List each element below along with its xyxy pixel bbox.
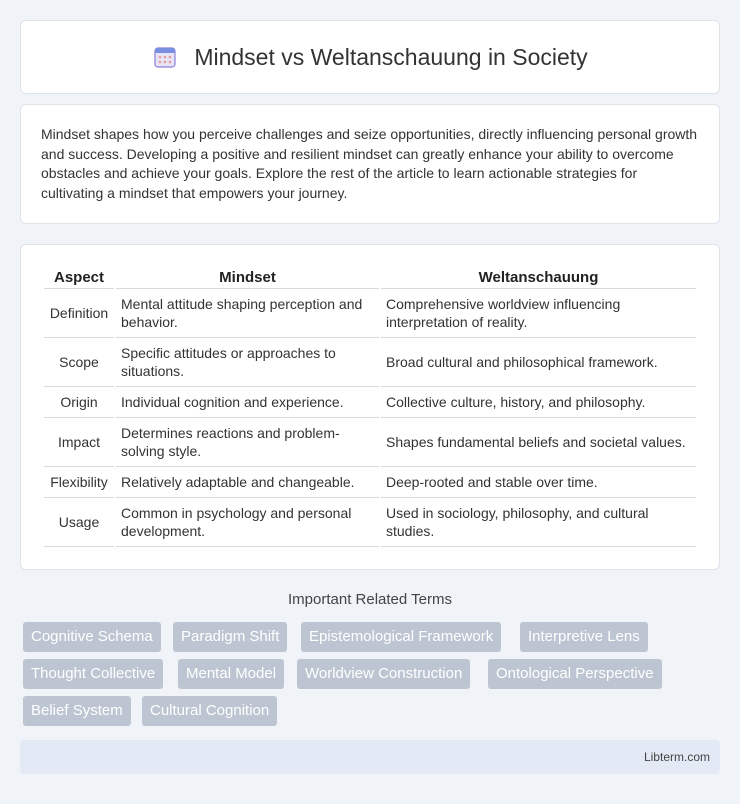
tag-interpretive-lens[interactable]: Interpretive Lens	[520, 622, 648, 652]
comparison-table	[42, 265, 698, 547]
header-weltanschauung: Weltanschauung	[381, 265, 696, 289]
related-terms-title: Important Related Terms	[288, 591, 452, 608]
header-card	[20, 20, 720, 94]
tag-cultural-cognition[interactable]: Cultural Cognition	[142, 696, 277, 726]
table-row	[44, 387, 696, 418]
tag-ontological-perspective[interactable]: Ontological Perspective	[488, 659, 662, 689]
row-aspect: Origin	[44, 387, 114, 418]
intro-card	[20, 104, 720, 224]
table-row	[44, 418, 696, 467]
tag-belief-system[interactable]: Belief System	[23, 696, 131, 726]
header-mindset: Mindset	[116, 265, 379, 289]
intro-text: Mindset shapes how you perceive challenges and seize opportunities, directly influencing personal growth and success. Developing a positive and resilient mindset can greatly enhance your ability to overcome obstacles and achieve your goals. Explore the rest of the article to learn actionable strategies for cultivating a mindset that empowers your journey.	[41, 126, 698, 201]
table-row	[44, 338, 696, 387]
tag-worldview-construction[interactable]: Worldview Construction	[297, 659, 470, 689]
row-weltanschauung: Deep-rooted and stable over time.	[381, 467, 696, 498]
tag-epistemological-framework[interactable]: Epistemological Framework	[301, 622, 501, 652]
tag-thought-collective[interactable]: Thought Collective	[23, 659, 163, 689]
row-mindset: Specific attitudes or approaches to situations.	[116, 338, 379, 387]
table-row	[44, 289, 696, 338]
row-aspect: Scope	[44, 338, 114, 387]
calendar-icon	[152, 44, 178, 70]
row-mindset: Relatively adaptable and changeable.	[116, 467, 379, 498]
footer-site-link[interactable]: Libterm.com	[643, 750, 710, 764]
header-aspect: Aspect	[44, 265, 114, 289]
row-aspect: Definition	[44, 289, 114, 338]
row-mindset: Individual cognition and experience.	[116, 387, 379, 418]
tag-cognitive-schema[interactable]: Cognitive Schema	[23, 622, 161, 652]
row-mindset: Mental attitude shaping perception and behavior.	[116, 289, 379, 338]
row-weltanschauung: Used in sociology, philosophy, and cultural studies.	[381, 498, 696, 547]
row-weltanschauung: Collective culture, history, and philosophy.	[381, 387, 696, 418]
row-weltanschauung: Shapes fundamental beliefs and societal values.	[381, 418, 696, 467]
row-weltanschauung: Broad cultural and philosophical framework.	[381, 338, 696, 387]
page-title: Mindset vs Weltanschauung in Society	[194, 43, 588, 70]
row-mindset: Determines reactions and problem-solving style.	[116, 418, 379, 467]
tag-mental-model[interactable]: Mental Model	[178, 659, 284, 689]
table-row	[44, 467, 696, 498]
row-aspect: Usage	[44, 498, 114, 547]
footer	[20, 740, 720, 774]
row-weltanschauung: Comprehensive worldview influencing interpretation of reality.	[381, 289, 696, 338]
tag-paradigm-shift[interactable]: Paradigm Shift	[173, 622, 287, 652]
row-aspect: Flexibility	[44, 467, 114, 498]
row-mindset: Common in psychology and personal development.	[116, 498, 379, 547]
table-row	[44, 498, 696, 547]
comparison-card	[20, 244, 720, 570]
row-aspect: Impact	[44, 418, 114, 467]
